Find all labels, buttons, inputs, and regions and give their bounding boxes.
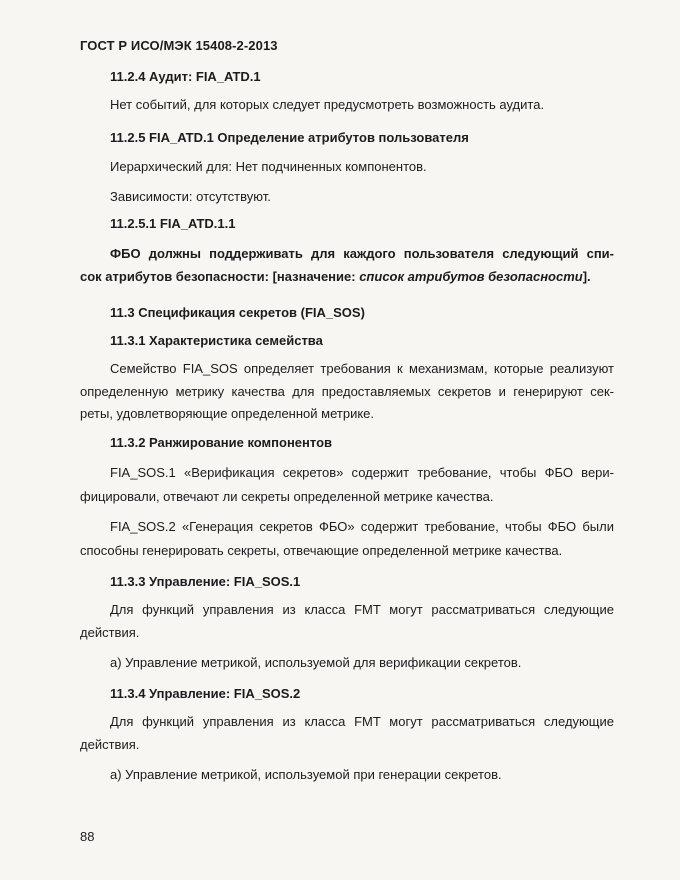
section-heading-11-3-4: 11.3.4 Управление: FIA_SOS.2 (110, 686, 301, 701)
paragraph-line: FIA_SOS.2 «Генерация секретов ФБО» содержит требование, чтобы ФБО были (110, 519, 614, 534)
section-heading-11-2-4: 11.2.4 Аудит: FIA_ATD.1 (110, 69, 261, 84)
paragraph-line: действия. (80, 737, 140, 752)
section-heading-11-2-5: 11.2.5 FIA_ATD.1 Определение атрибутов пользователя (110, 130, 469, 145)
paragraph-line: способны генерировать секреты, отвечающие определенной метрике качества. (80, 543, 563, 558)
requirement-line-2 (80, 269, 591, 285)
paragraph-line: фицировали, отвечают ли секреты определенной метрике качества. (80, 489, 494, 504)
paragraph-text: Нет событий, для которых следует предусмотреть возможность аудита. (110, 97, 545, 112)
hierarchical-text: Иерархический для: Нет подчиненных компонентов. (110, 159, 427, 174)
list-item-a: a) Управление метрикой, используемой для верификации секретов. (110, 655, 522, 670)
requirement-line-1: ФБО должны поддерживать для каждого пользователя следующий спи- (110, 246, 614, 261)
paragraph-line: определенную метрику качества для предоставляемых секретов и генерируют сек- (80, 384, 614, 399)
requirement-line-2-a: сок атрибутов безопасности: [назначение: (80, 269, 360, 284)
section-heading-11-3-1: 11.3.1 Характеристика семейства (110, 333, 323, 348)
page-number: 88 (80, 829, 95, 844)
document-header: ГОСТ Р ИСО/МЭК 15408-2-2013 (80, 38, 278, 53)
paragraph-line: FIA_SOS.1 «Верификация секретов» содержит требование, чтобы ФБО вери- (110, 465, 614, 480)
section-heading-11-3-3: 11.3.3 Управление: FIA_SOS.1 (110, 574, 301, 589)
section-heading-11-2-5-1: 11.2.5.1 FIA_ATD.1.1 (110, 216, 236, 231)
requirement-line-2-c: ]. (582, 269, 591, 284)
dependencies-text: Зависимости: отсутствуют. (110, 189, 271, 204)
paragraph-line: действия. (80, 625, 140, 640)
paragraph-line: Для функций управления из класса FMT могут рассматриваться следующие (110, 714, 614, 729)
paragraph-line: Для функций управления из класса FMT могут рассматриваться следующие (110, 602, 614, 617)
section-heading-11-3: 11.3 Спецификация секретов (FIA_SOS) (110, 305, 365, 320)
paragraph-line: Семейство FIA_SOS определяет требования к механизмам, которые реализуют (110, 361, 614, 376)
requirement-assignment: список атрибутов безопасности (359, 269, 583, 284)
list-item-a: a) Управление метрикой, используемой при генерации секретов. (110, 767, 502, 782)
paragraph-line: реты, удовлетворяющие определенной метрике. (80, 406, 375, 421)
section-heading-11-3-2: 11.3.2 Ранжирование компонентов (110, 435, 333, 450)
